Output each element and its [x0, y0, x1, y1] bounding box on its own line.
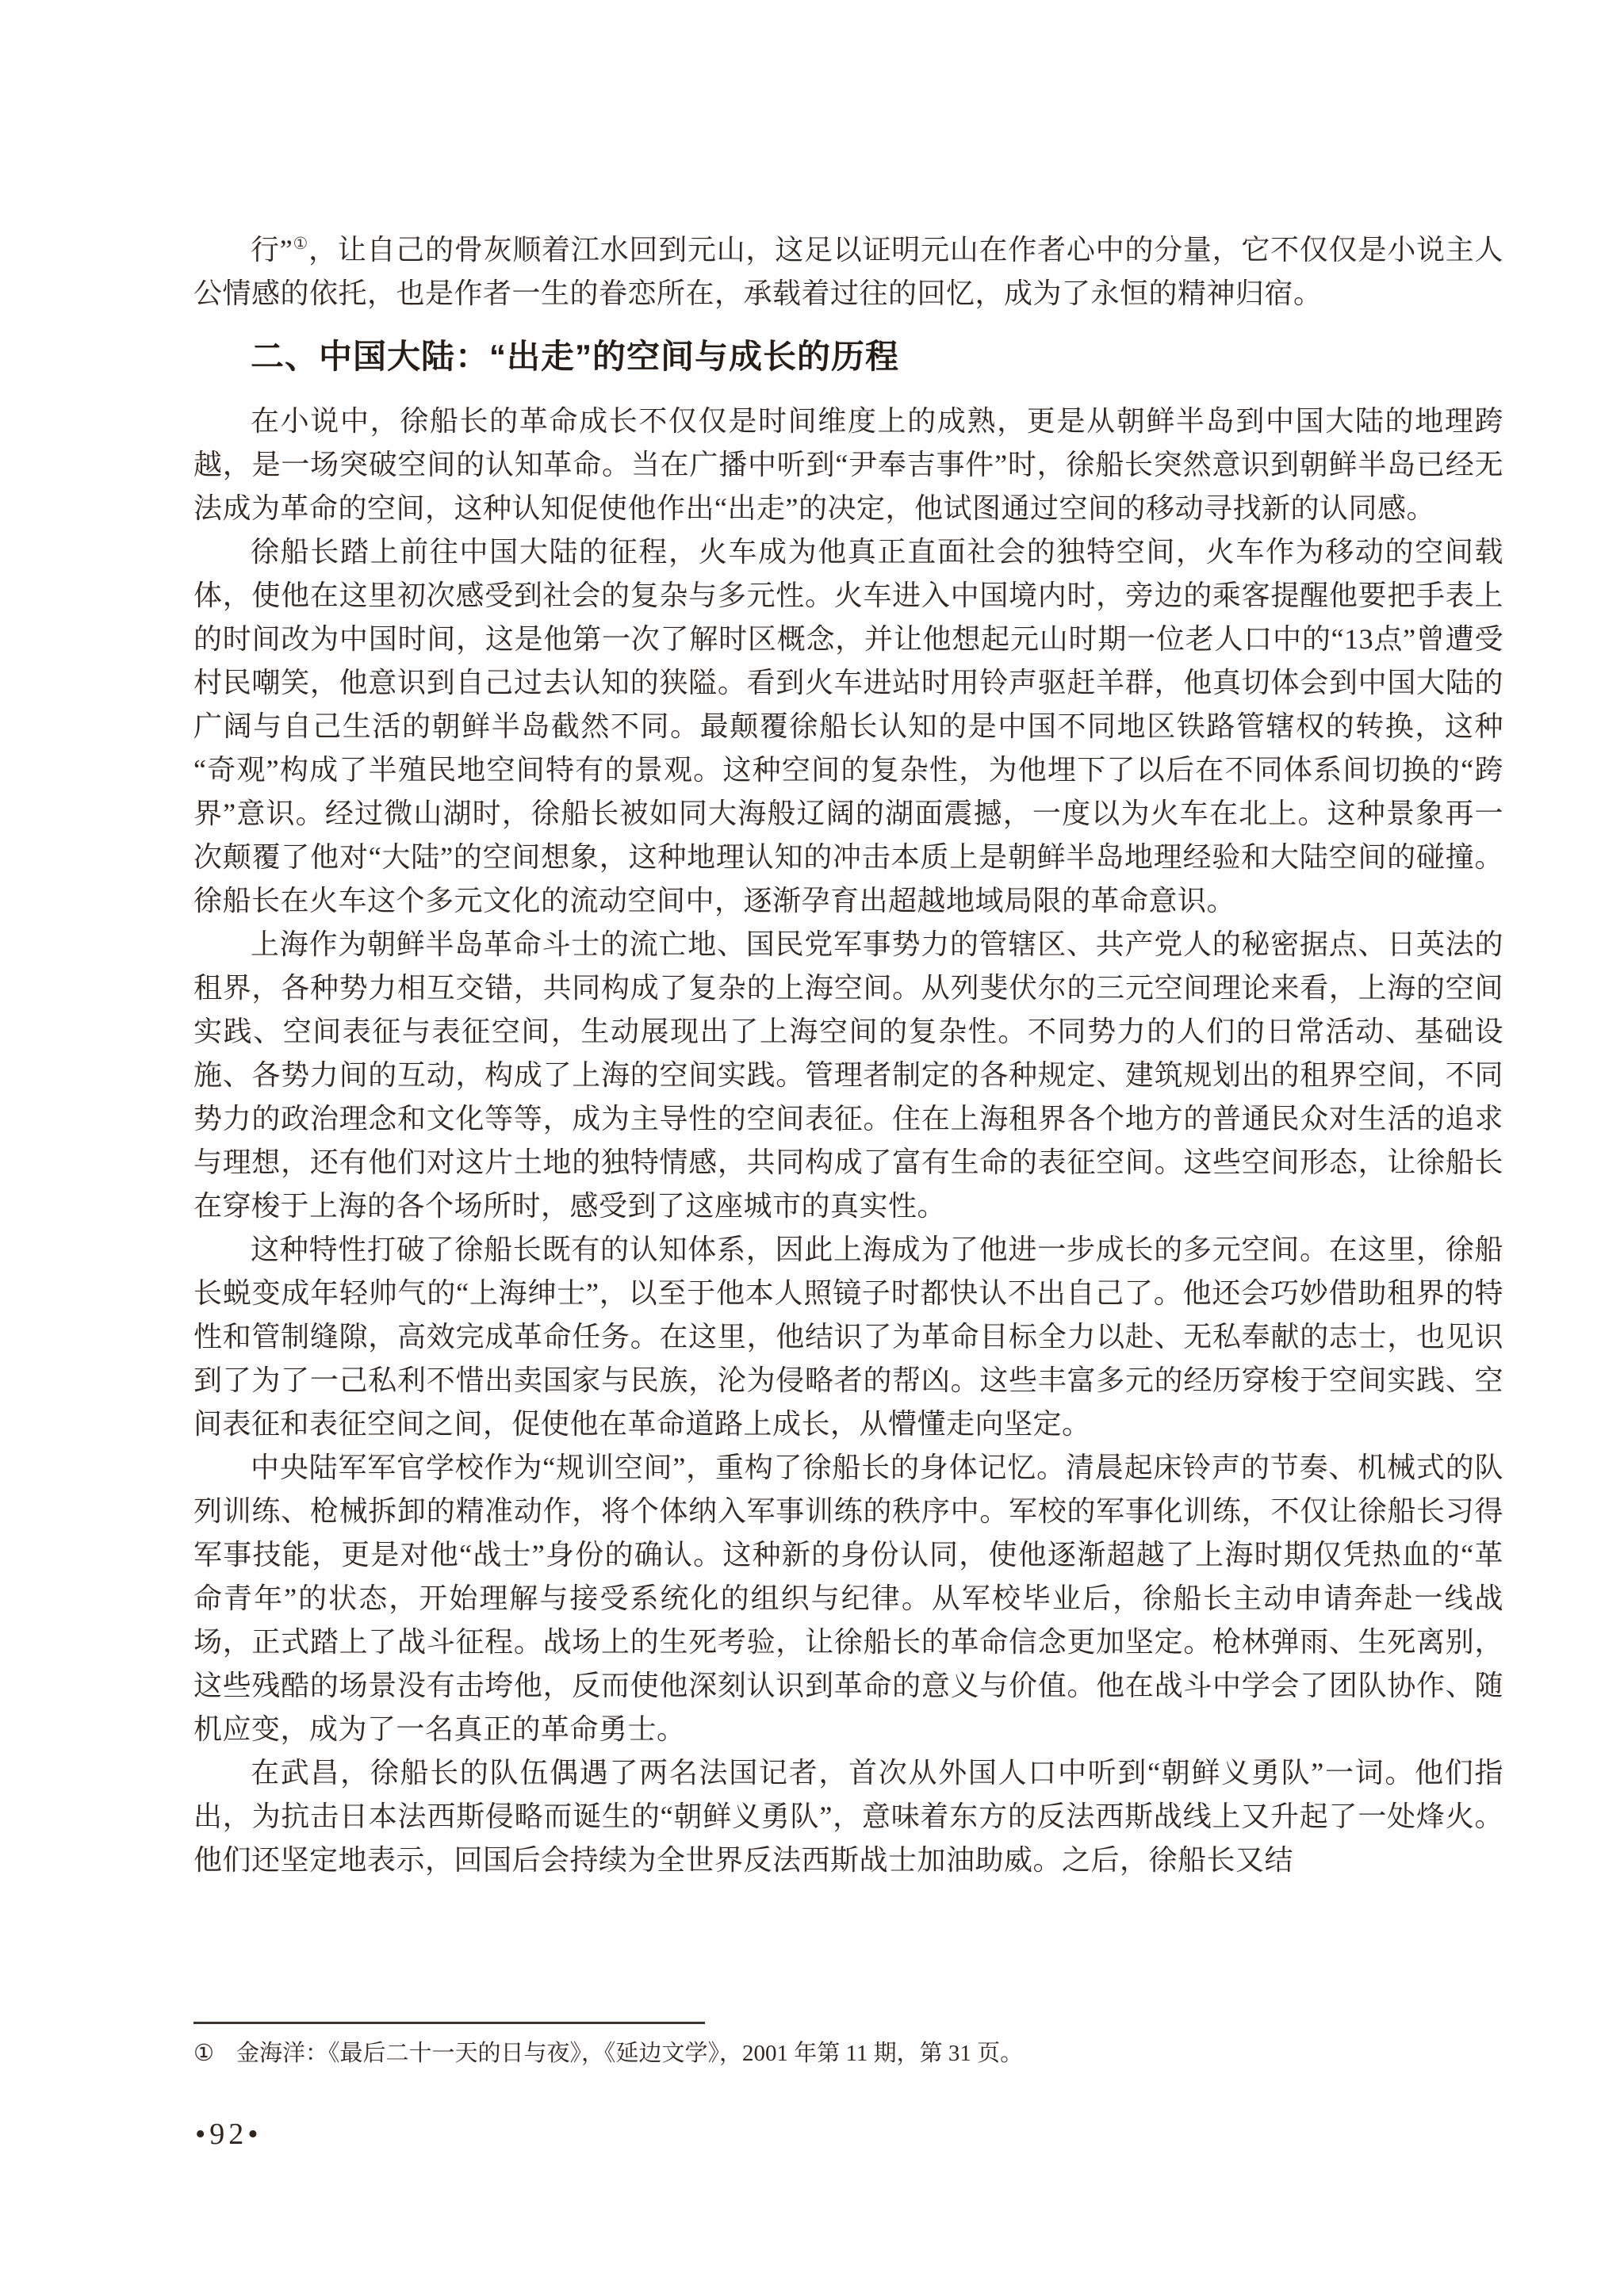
footnote-text: 金海洋：《最后二十一天的日与夜》，《延边文学》，2001 年第 11 期，第 31 页。: [236, 2041, 1024, 2066]
footnote-reference-marker: ①: [293, 234, 308, 253]
body-paragraph: 中央陆军军官学校作为“规训空间”，重构了徐船长的身体记忆。清晨起床铃声的节奏、机械式的队列训练、枪械拆卸的精准动作，将个体纳入军事训练的秩序中。军校的军事化训练，不仅让徐船长习得军事技能，更是对他“战士”身份的确认。这种新的身份认同，使他逐渐超越了上海时期仅凭热血的“革命青年”的状态，开始理解与接受系统化的组织与纪律。从军校毕业后，徐船长主动申请奔赴一线战场，正式踏上了战斗征程。战场上的生死考验，让徐船长的革命信念更加坚定。枪林弹雨、生死离别，这些残酷的场景没有击垮他，反而使他深刻认识到革命的意义与价值。他在战斗中学会了团队协作、随机应变，成为了一名真正的革命勇士。: [193, 1452, 1503, 1745]
body-paragraph: 这种特性打破了徐船长既有的认知体系，因此上海成为了他进一步成长的多元空间。在这里，徐船长蜕变成年轻帅气的“上海绅士”，以至于他本人照镜子时都快认不出自己了。他还会巧妙借助租界的特性和管制缝隙，高效完成革命任务。在这里，他结识了为革命目标全力以赴、无私奉献的志士，也见识到了为了一己私利不惜出卖国家与民族，沦为侵略者的帮凶。这些丰富多元的经历穿梭于空间实践、空间表征和表征空间之间，促使他在革命道路上成长，从懵懂走向坚定。: [193, 1234, 1503, 1440]
body-paragraph: 在武昌，徐船长的队伍偶遇了两名法国记者，首次从外国人口中听到“朝鲜义勇队”一词。他们指出，为抗击日本法西斯侵略而诞生的“朝鲜义勇队”，意味着东方的反法西斯战线上又升起了一处烽火。他们还坚定地表示，回国后会持续为全世界反法西斯战士加油助威。之后，徐船长又结: [193, 1757, 1503, 1876]
body-paragraph: 上海作为朝鲜半岛革命斗士的流亡地、国民党军事势力的管辖区、共产党人的秘密据点、日英法的租界，各种势力相互交错，共同构成了复杂的上海空间。从列斐伏尔的三元空间理论来看，上海的空间实践、空间表征与表征空间，生动展现出了上海空间的复杂性。不同势力的人们的日常活动、基础设施、各势力间的互动，构成了上海的空间实践。管理者制定的各种规定、建筑规划出的租界空间，不同势力的政治理念和文化等等，成为主导性的空间表征。住在上海租界各个地方的普通民众对生活的追求与理想，还有他们对这片土地的独特情感，共同构成了富有生命的表征空间。这些空间形态，让徐船长在穿梭于上海的各个场所时，感受到了这座城市的真实性。: [193, 928, 1503, 1222]
body-paragraph: 徐船长踏上前往中国大陆的征程，火车成为他真正直面社会的独特空间，火车作为移动的空间载体，使他在这里初次感受到社会的复杂与多元性。火车进入中国境内时，旁边的乘客提醒他要把手表上的时间改为中国时间，这是他第一次了解时区概念，并让他想起元山时期一位老人口中的“13点”曾遭受村民嘲笑，他意识到自己过去认知的狭隘。看到火车进站时用铃声驱赶羊群，他真切体会到中国大陆的广阔与自己生活的朝鲜半岛截然不同。最颠覆徐船长认知的是中国不同地区铁路管辖权的转换，这种“奇观”构成了半殖民地空间特有的景观。这种空间的复杂性，为他埋下了以后在不同体系间切换的“跨界”意识。经过微山湖时，徐船长被如同大海般辽阔的湖面震撼，一度以为火车在北上。这种景象再一次颠覆了他对“大陆”的空间想象，这种地理认知的冲击本质上是朝鲜半岛地理经验和大陆空间的碰撞。徐船长在火车这个多元文化的流动空间中，逐渐孕育出超越地域局限的革命意识。: [193, 536, 1503, 916]
article-body: [193, 228, 1503, 1882]
page-number: •92•: [195, 2118, 262, 2151]
body-paragraph: 在小说中，徐船长的革命成长不仅仅是时间维度上的成熟，更是从朝鲜半岛到中国大陆的地理跨越，是一场突破空间的认知革命。当在广播中听到“尹奉吉事件”时，徐船长突然意识到朝鲜半岛已经无法成为革命的空间，这种认知促使他作出“出走”的决定，他试图通过空间的移动寻找新的认同感。: [193, 405, 1503, 524]
footnote-area: [193, 2022, 1503, 2070]
footnote: [193, 2037, 1503, 2070]
opening-paragraph-pre: 行”: [251, 234, 293, 266]
footnote-marker: ①: [193, 2041, 214, 2066]
footnote-separator-rule: [193, 2022, 705, 2024]
opening-paragraph: [193, 228, 1503, 316]
section-heading: 二、中国大陆：“出走”的空间与成长的历程: [251, 338, 900, 375]
opening-paragraph-post: ，让自己的骨灰顺着江水回到元山，这足以证明元山在作者心中的分量，它不仅仅是小说主人公情感的依托，也是作者一生的眷恋所在，承载着过往的回忆，成为了永恒的精神归宿。: [193, 234, 1503, 309]
